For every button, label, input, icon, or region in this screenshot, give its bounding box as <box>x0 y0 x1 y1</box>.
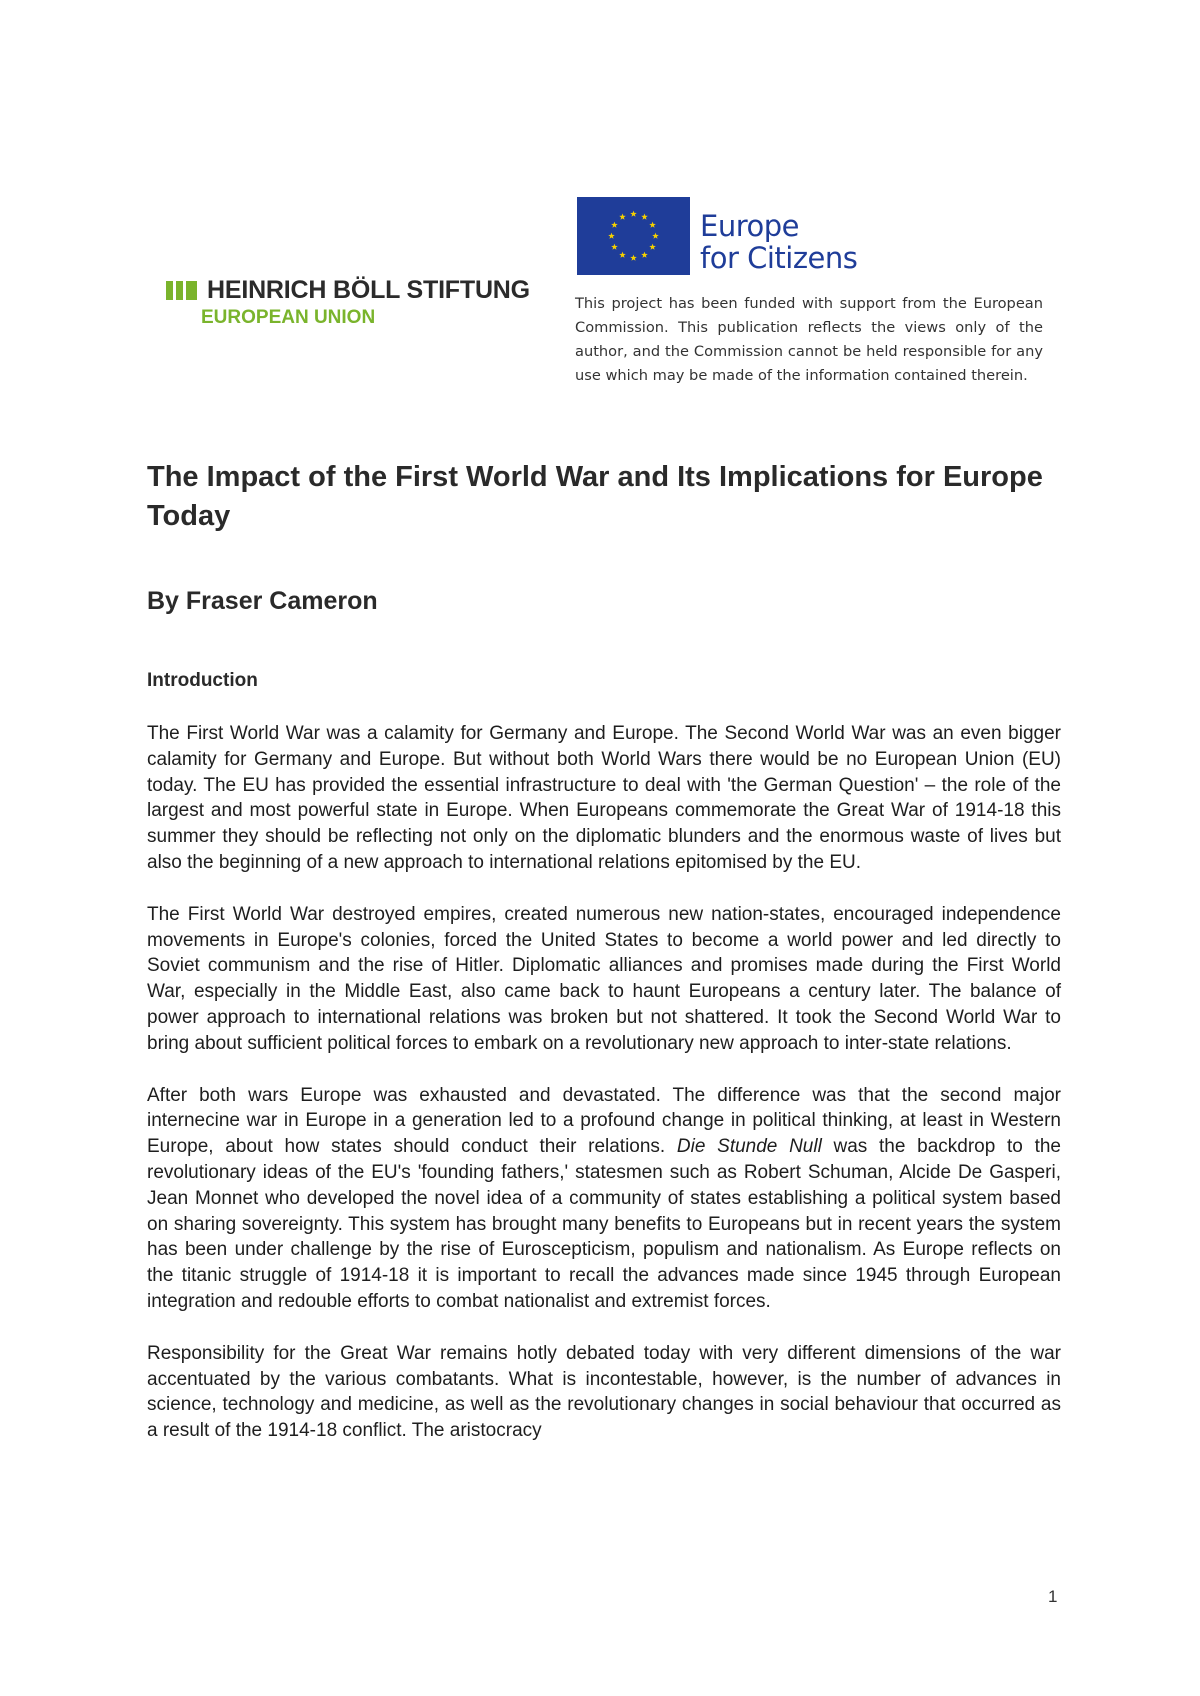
eu-star-icon <box>641 214 647 220</box>
eu-star-icon <box>641 252 647 258</box>
hbs-subtitle: EUROPEAN UNION <box>201 307 376 328</box>
eu-flag-icon <box>577 197 690 275</box>
paragraph-text: was the backdrop to the revolutionary ideas of the EU's 'founding fathers,' statesmen such as Robert Schuman, Alcide De Gasperi, Jean Monnet who developed the novel idea of a community of states establishing a political system based on sharing sovereignty. This system has brought many benefits to Europeans but in recent years the system has been under challenge by the rise of Euroscepticism, populism and nationalism. As Europe reflects on the titanic struggle of 1914-18 it is important to recall the advances made since 1945 through European integration and redouble efforts to combat nationalist and extremist forces. <box>147 1136 1061 1312</box>
eu-star-icon <box>652 233 658 239</box>
eu-logo-text <box>700 210 857 274</box>
hbs-bars-icon <box>166 281 197 300</box>
eu-star-icon <box>619 214 625 220</box>
heinrich-boell-logo <box>166 276 530 329</box>
eu-star-icon <box>649 222 655 228</box>
body-text <box>147 721 1061 1444</box>
page-number: 1 <box>1048 1587 1058 1606</box>
eu-star-icon <box>630 255 636 261</box>
hbs-name: HEINRICH BÖLL STIFTUNG <box>207 276 530 304</box>
eu-star-icon <box>619 252 625 258</box>
section-heading: Introduction <box>147 670 258 691</box>
eu-star-icon <box>630 211 636 217</box>
funding-disclaimer: This project has been funded with support from the European Commission. This publication reflects the views only of the author, and the Commission cannot be held responsible for any use which may be made of the information contained therein. <box>575 295 1043 384</box>
paragraph: The First World War destroyed empires, created numerous new nation-states, encouraged independence movements in Europe's colonies, forced the United States to become a world power and led directly to Soviet communism and the rise of Hitler. Diplomatic alliances and promises made during the First World War, especially in the Middle East, also came back to haunt Europeans a century later. The balance of power approach to international relations was broken but not shattered. It took the Second World War to bring about sufficient political forces to embark on a revolutionary new approach to inter-state relations. <box>147 903 1061 1054</box>
author-byline: By Fraser Cameron <box>147 587 378 615</box>
eu-star-icon <box>611 244 617 250</box>
eu-logo-line2: for Citizens <box>700 241 858 275</box>
document-title: The Impact of the First World War and Its Implications for Europe Today <box>147 461 1043 532</box>
paragraph: Responsibility for the Great War remains hotly debated today with very different dimensions of the war accentuated by the various combatants. What is incontestable, however, is the number of advances in science, technology and medicine, as well as the revolutionary changes in social behaviour that occurred as a result of the 1914-18 conflict. The aristocracy <box>147 1342 1061 1442</box>
paragraph: The First World War was a calamity for Germany and Europe. The Second World War was an even bigger calamity for Germany and Europe. But without both World Wars there would be no European Union (EU) today. The EU has provided the essential infrastructure to deal with 'the German Question' – the role of the largest and most powerful state in Europe. When Europeans commemorate the Great War of 1914-18 this summer they should be reflecting not only on the diplomatic blunders and the enormous waste of lives but also the beginning of a new approach to international relations epitomised by the EU. <box>147 723 1061 873</box>
eu-star-icon <box>649 244 655 250</box>
eu-logo-line1: Europe <box>700 209 799 243</box>
paragraph-italic-phrase: Die Stunde Null <box>676 1136 822 1158</box>
paragraph-text: After both wars Europe was exhausted and devastated. The difference was that the second major internecine war in Europe in a generation led to a profound change in political thinking, at least in Western Europe, about how states should conduct their relations. <box>147 1084 1061 1158</box>
eu-star-icon <box>611 222 617 228</box>
eu-star-icon <box>608 233 614 239</box>
paragraph <box>147 1083 1061 1315</box>
